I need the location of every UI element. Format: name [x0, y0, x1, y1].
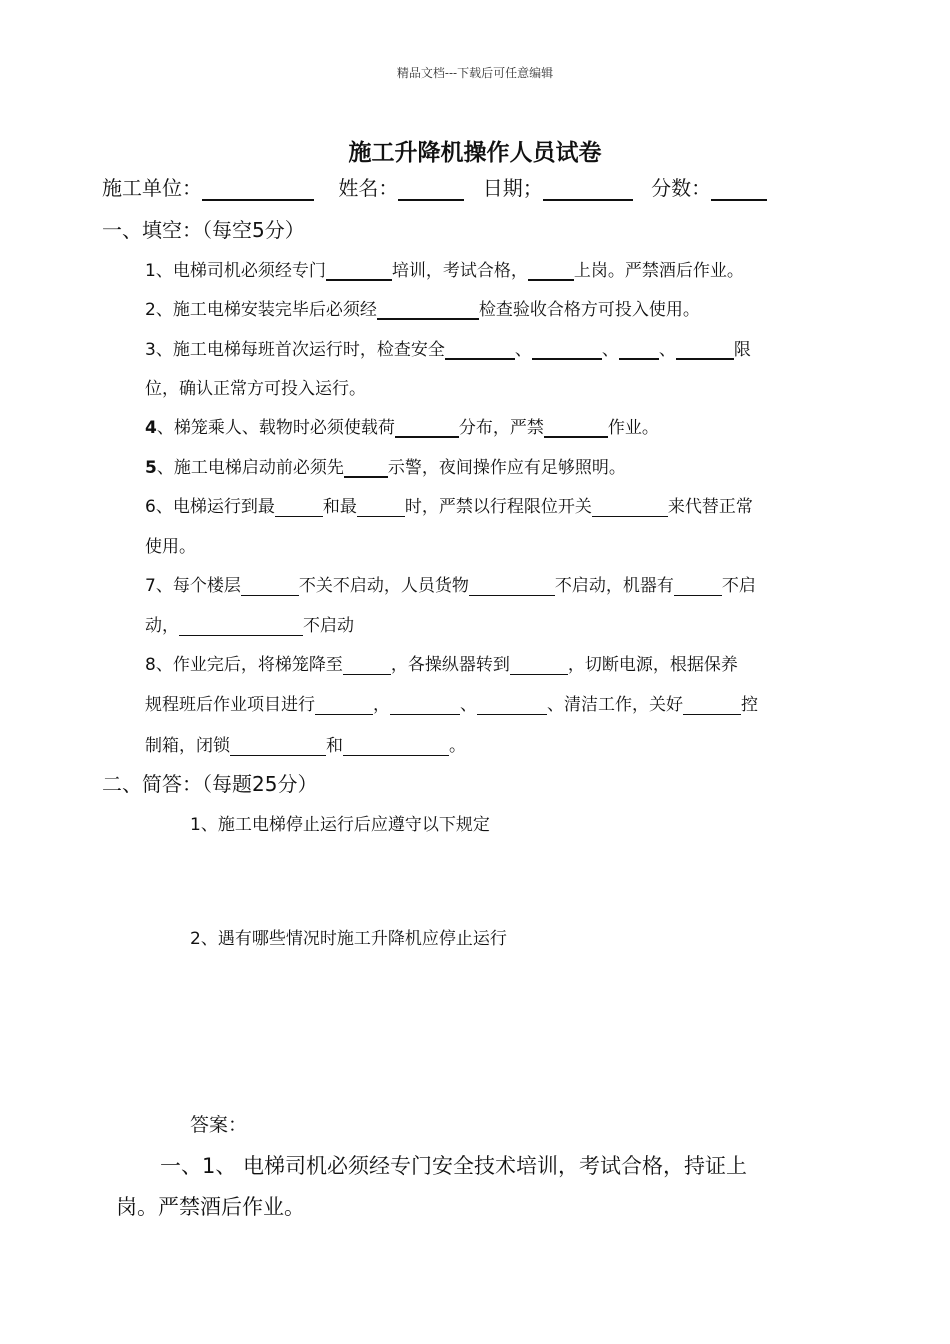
section2-heading: 二、简答：（每题25分） — [102, 772, 318, 796]
blank[interactable] — [230, 733, 326, 756]
short-answer-2: 2、遇有哪些情况时施工升降机应停止运行 — [190, 929, 507, 949]
question-1: 1、电梯司机必须经专门 培训，考试合格， 上岗。严禁酒后作业。 — [145, 256, 744, 281]
question-2: 2、施工电梯安装完毕后必须经 检查验收合格方可投入使用。 — [145, 295, 700, 320]
blank[interactable] — [674, 573, 722, 596]
blank[interactable] — [395, 414, 459, 438]
date-label: 日期； — [482, 176, 543, 200]
question-3: 3、施工电梯每班首次运行时，检查安全 、 、 、 限 — [145, 335, 751, 360]
question-8: 8、作业完后，将梯笼降至 ，各操纵器转到 ，切断电源，根据保养 — [145, 650, 738, 675]
blank[interactable] — [315, 692, 373, 715]
blank[interactable] — [477, 692, 547, 715]
blank[interactable] — [344, 454, 388, 478]
name-label: 姓名： — [338, 176, 399, 200]
question-8-line3: 制箱，闭锁 和 。 — [145, 731, 466, 756]
blank[interactable] — [179, 613, 303, 636]
section1-heading: 一、填空：（每空5分） — [102, 218, 305, 242]
blank[interactable] — [445, 336, 515, 360]
date-blank[interactable] — [543, 177, 633, 201]
blank[interactable] — [326, 257, 392, 281]
question-8-line2: 规程班后作业项目进行 ， 、 、清洁工作，关好 控 — [145, 690, 758, 715]
answer-label: 答案： — [190, 1114, 248, 1136]
score-blank[interactable] — [711, 177, 767, 201]
blank[interactable] — [683, 692, 741, 715]
blank[interactable] — [241, 573, 299, 596]
page-title: 施工升降机操作人员试卷 — [348, 139, 602, 166]
blank[interactable] — [390, 692, 460, 715]
question-6: 6、电梯运行到最 和最 时，严禁以行程限位开关 来代替正常 — [145, 492, 753, 517]
question-4: 4、梯笼乘人、载物时必须使载荷 分布，严禁 作业。 — [145, 413, 659, 438]
blank[interactable] — [343, 652, 391, 675]
blank[interactable] — [377, 296, 479, 320]
question-3-cont: 位，确认正常方可投入运行。 — [145, 379, 366, 399]
unit-label: 施工单位： — [102, 176, 202, 200]
blank[interactable] — [528, 257, 574, 281]
short-answer-1: 1、施工电梯停止运行后应遵守以下规定 — [190, 815, 490, 835]
blank[interactable] — [592, 494, 668, 517]
exam-info-row — [102, 172, 767, 201]
blank[interactable] — [676, 336, 734, 360]
blank[interactable] — [357, 494, 405, 517]
question-6-cont: 使用。 — [145, 537, 196, 557]
question-7: 7、每个楼层 不关不启动，人员货物 不启动，机器有 不启 — [145, 571, 756, 596]
answer-line-1: 一、1、 电梯司机必须经专门安全技术培训，考试合格，持证上 — [160, 1154, 748, 1178]
question-5: 5、施工电梯启动前必须先 示警，夜间操作应有足够照明。 — [145, 453, 626, 478]
question-7-cont: 动， 不启动 — [145, 611, 354, 636]
name-blank[interactable] — [398, 177, 464, 201]
score-label: 分数： — [651, 176, 712, 200]
blank[interactable] — [275, 494, 323, 517]
header-note: 精品文档---下载后可任意编辑 — [396, 66, 554, 80]
blank[interactable] — [619, 336, 659, 360]
blank[interactable] — [544, 414, 608, 438]
blank[interactable] — [532, 336, 602, 360]
answer-line-2: 岗。严禁酒后作业。 — [116, 1195, 305, 1219]
blank[interactable] — [469, 573, 555, 596]
blank[interactable] — [510, 652, 568, 675]
blank[interactable] — [343, 733, 449, 756]
unit-blank[interactable] — [202, 177, 314, 201]
